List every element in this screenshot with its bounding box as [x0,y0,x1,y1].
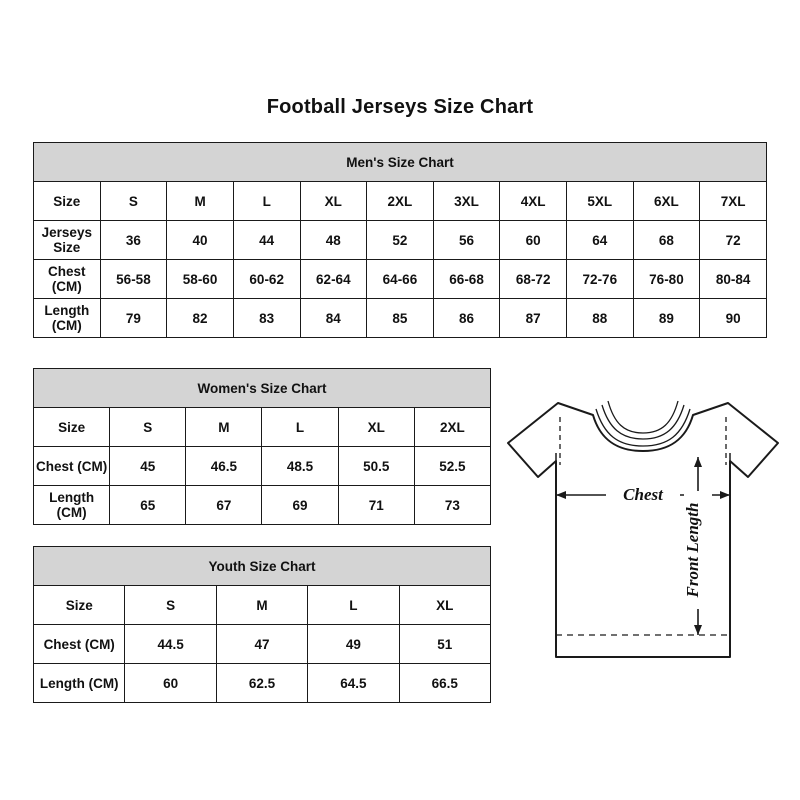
table-cell: 65 [110,486,186,525]
chest-measure-label: Chest [623,485,663,504]
youth-table-heading: Youth Size Chart [34,547,491,586]
table-cell: 4XL [500,182,567,221]
mens-table-heading: Men's Size Chart [34,143,767,182]
womens-table-heading: Women's Size Chart [34,369,491,408]
table-cell: 88 [567,299,634,338]
table-row [34,625,491,664]
jersey-measurement-diagram [498,395,788,695]
table-row [34,586,491,625]
row-label: Size [34,586,125,625]
table-cell: L [233,182,300,221]
table-cell: 6XL [633,182,700,221]
table-cell: 5XL [567,182,634,221]
table-cell: 44.5 [125,625,216,664]
table-cell: M [216,586,307,625]
table-row [34,221,767,260]
row-label: Jerseys Size [34,221,101,260]
table-cell: 45 [110,447,186,486]
table-cell: S [100,182,167,221]
row-label: Size [34,182,101,221]
table-cell: 2XL [414,408,490,447]
table-cell: 80-84 [700,260,767,299]
youth-size-table [33,546,491,703]
table-cell: 47 [216,625,307,664]
table-cell: 71 [338,486,414,525]
table-cell: 64 [567,221,634,260]
table-cell: 86 [433,299,500,338]
page-title: Football Jerseys Size Chart [266,96,534,118]
table-cell: 56 [433,221,500,260]
table-cell: 67 [186,486,262,525]
shirt-outline [508,403,778,657]
table-cell: M [167,182,234,221]
table-cell: 2XL [367,182,434,221]
row-label: Length (CM) [34,299,101,338]
table-cell: 40 [167,221,234,260]
table-cell: 48 [300,221,367,260]
table-cell: 83 [233,299,300,338]
table-cell: 36 [100,221,167,260]
table-cell: 52 [367,221,434,260]
table-cell: 49 [308,625,399,664]
table-cell: 69 [262,486,338,525]
collar-inner-line-3 [608,401,678,433]
row-label: Chest (CM) [34,447,110,486]
table-cell: 84 [300,299,367,338]
table-cell: 3XL [433,182,500,221]
table-cell: 66-68 [433,260,500,299]
table-cell: 64.5 [308,664,399,703]
front-length-measure-label: Front Length [683,502,702,598]
row-label: Length (CM) [34,664,125,703]
table-header-row [34,547,491,586]
table-cell: 52.5 [414,447,490,486]
table-cell: 87 [500,299,567,338]
table-cell: 82 [167,299,234,338]
table-cell: 64-66 [367,260,434,299]
table-cell: 79 [100,299,167,338]
table-cell: L [308,586,399,625]
table-cell: 90 [700,299,767,338]
table-cell: 62.5 [216,664,307,703]
table-cell: 72 [700,221,767,260]
table-cell: L [262,408,338,447]
table-row [34,486,491,525]
table-cell: 68-72 [500,260,567,299]
table-cell: 62-64 [300,260,367,299]
table-cell: 68 [633,221,700,260]
table-row [34,408,491,447]
table-cell: XL [300,182,367,221]
table-cell: 76-80 [633,260,700,299]
table-cell: 85 [367,299,434,338]
table-cell: S [110,408,186,447]
row-label: Chest (CM) [34,625,125,664]
table-cell: 60-62 [233,260,300,299]
table-row [34,182,767,221]
table-cell: 56-58 [100,260,167,299]
womens-size-table [33,368,491,525]
table-cell: 60 [500,221,567,260]
table-cell: 60 [125,664,216,703]
table-cell: 72-76 [567,260,634,299]
table-row [34,260,767,299]
table-cell: 50.5 [338,447,414,486]
table-cell: 44 [233,221,300,260]
table-cell: M [186,408,262,447]
table-cell: 89 [633,299,700,338]
collar-inner-line-2 [602,405,684,439]
table-cell: 48.5 [262,447,338,486]
table-row [34,299,767,338]
table-row [34,447,491,486]
table-cell: 58-60 [167,260,234,299]
table-cell: 7XL [700,182,767,221]
table-cell: 73 [414,486,490,525]
row-label: Size [34,408,110,447]
table-cell: 51 [399,625,490,664]
row-label: Chest (CM) [34,260,101,299]
table-cell: XL [399,586,490,625]
table-cell: S [125,586,216,625]
mens-size-table [33,142,767,338]
table-header-row [34,143,767,182]
row-label: Length (CM) [34,486,110,525]
table-header-row [34,369,491,408]
table-row [34,664,491,703]
table-cell: XL [338,408,414,447]
table-cell: 66.5 [399,664,490,703]
table-cell: 46.5 [186,447,262,486]
